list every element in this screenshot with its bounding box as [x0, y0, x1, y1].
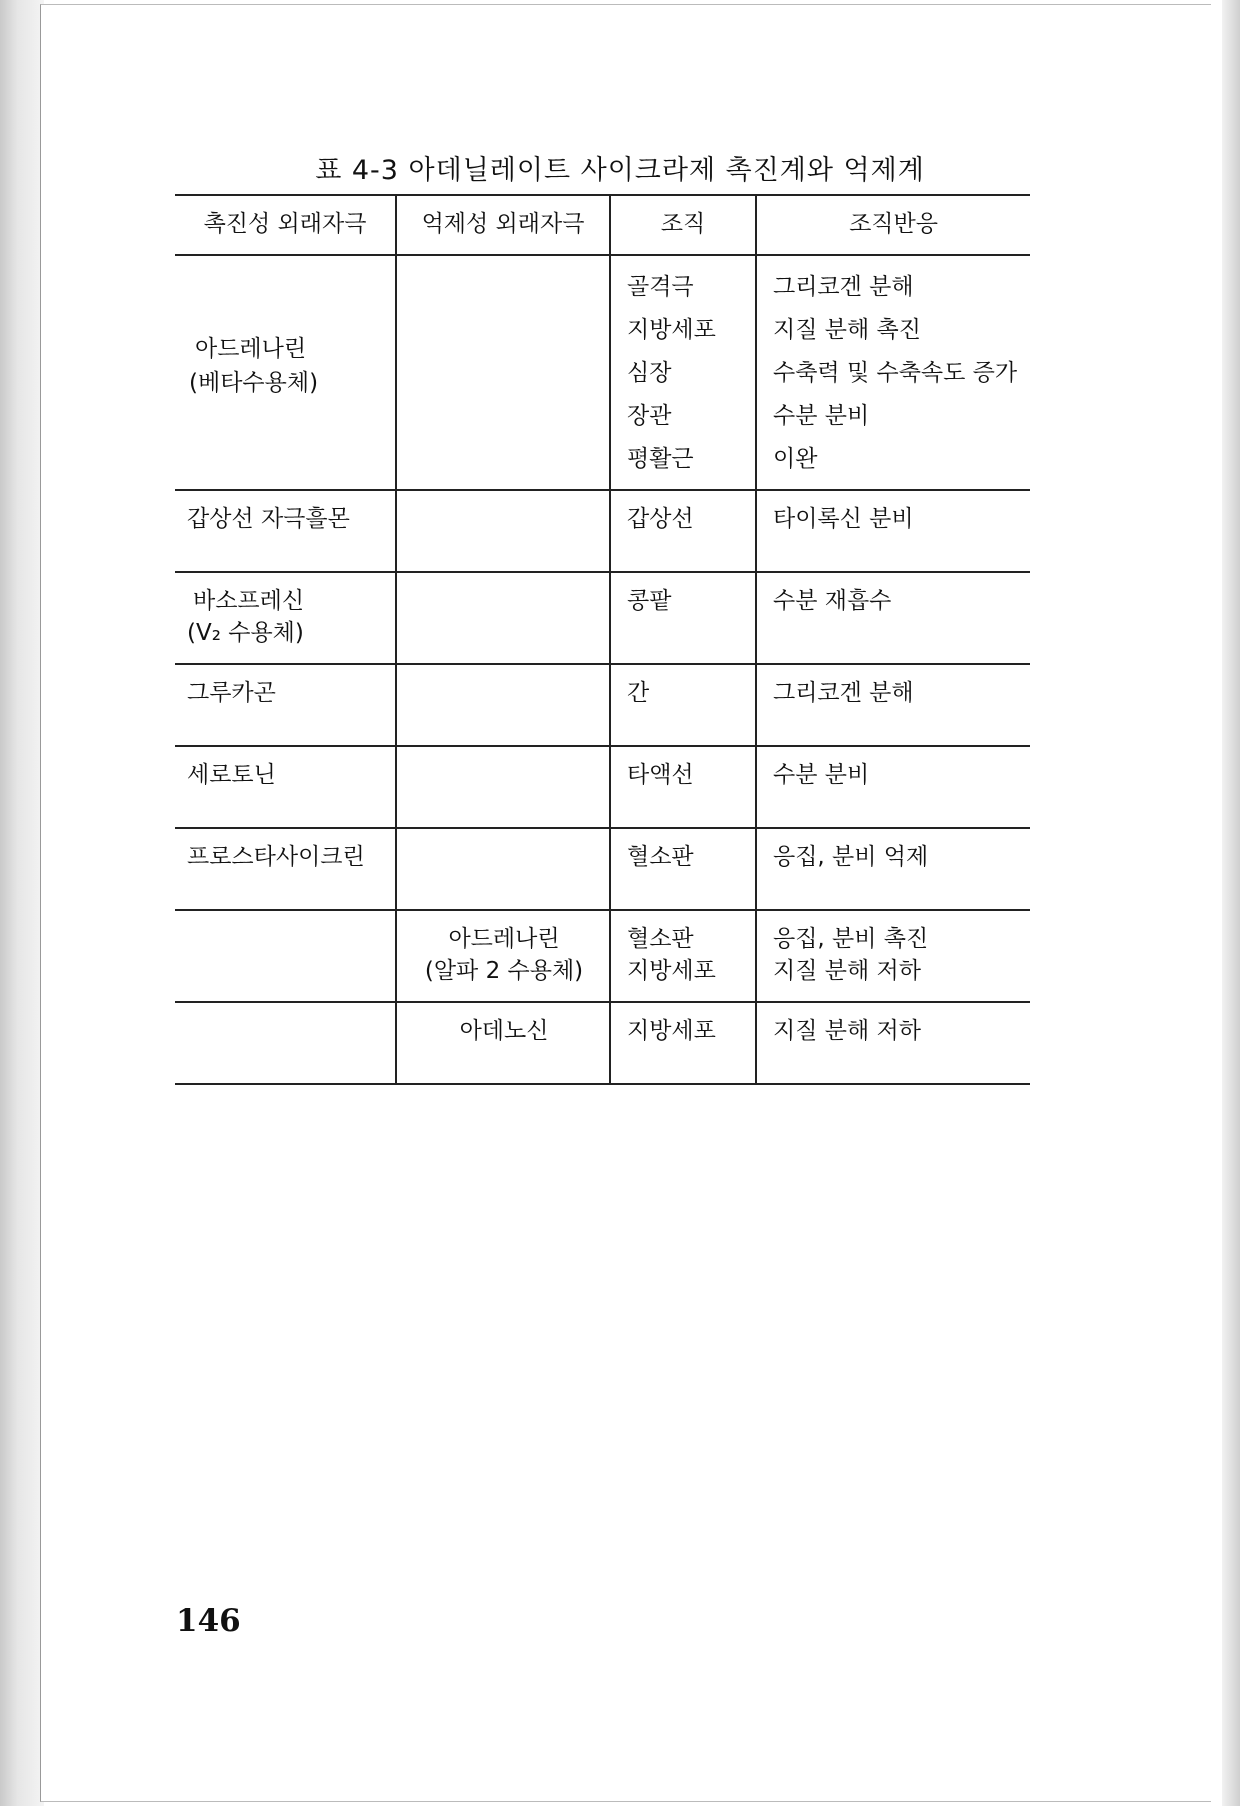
tissue-text: 혈소판 [627, 926, 694, 952]
adenylate-cyclase-table [175, 194, 1030, 1085]
inhibitor-cell [396, 910, 610, 1002]
response-text: 지질 분해 저하 [773, 958, 921, 984]
tissue-text: 타액선 [627, 762, 694, 788]
response-text: 수분 분비 [773, 403, 870, 429]
header-response: 조직반응 [756, 195, 1030, 255]
table-header-row [175, 195, 1030, 255]
table-row [175, 1002, 1030, 1084]
header-tissue: 조직 [610, 195, 756, 255]
tissue-text: 갑상선 [627, 506, 694, 532]
page-number: 146 [176, 1603, 241, 1639]
tissue-text: 골격극 [627, 274, 694, 300]
tissue-cell [610, 255, 756, 490]
response-cell [756, 572, 1030, 664]
tissue-text: 간 [627, 680, 650, 706]
response-cell [756, 746, 1030, 828]
inhibitor-cell [396, 1002, 610, 1084]
promoter-text: 그루카곤 [187, 680, 276, 706]
header-promoter: 촉진성 외래자극 [175, 195, 396, 255]
table-row [175, 746, 1030, 828]
inhibitor-text: 아드레나린 [448, 926, 560, 952]
tissue-text: 심장 [627, 360, 672, 386]
tissue-text: 지방세포 [627, 1018, 716, 1044]
response-text: 수축력 및 수축속도 증가 [773, 360, 1018, 386]
tissue-text: 혈소판 [627, 844, 694, 870]
promoter-cell [175, 572, 396, 664]
table-row [175, 828, 1030, 910]
promoter-cell [175, 910, 396, 1002]
inhibitor-cell [396, 746, 610, 828]
response-text: 수분 재흡수 [773, 588, 892, 614]
tissue-cell [610, 828, 756, 910]
response-cell [756, 910, 1030, 1002]
response-cell [756, 664, 1030, 746]
response-text: 수분 분비 [773, 762, 870, 788]
tissue-cell [610, 490, 756, 572]
table-row [175, 910, 1030, 1002]
response-cell [756, 828, 1030, 910]
tissue-cell [610, 910, 756, 1002]
inhibitor-cell [396, 664, 610, 746]
response-text: 응집, 분비 촉진 [773, 926, 929, 952]
response-cell [756, 255, 1030, 490]
inhibitor-text: (알파 2 수용체) [424, 958, 584, 984]
table-row [175, 255, 1030, 490]
tissue-cell [610, 664, 756, 746]
table-row [175, 490, 1030, 572]
response-text: 응집, 분비 억제 [773, 844, 929, 870]
tissue-text: 지방세포 [627, 317, 716, 343]
table-caption: 표 4-3 아데닐레이트 사이크라제 촉진계와 억제계 [315, 155, 925, 186]
header-inhibitor: 억제성 외래자극 [396, 195, 610, 255]
inhibitor-cell [396, 255, 610, 490]
promoter-text: (V₂ 수용체) [187, 620, 304, 646]
promoter-cell [175, 664, 396, 746]
promoter-cell [175, 828, 396, 910]
tissue-text: 장관 [627, 403, 672, 429]
table-row [175, 572, 1030, 664]
inhibitor-cell [396, 572, 610, 664]
tissue-cell [610, 1002, 756, 1084]
promoter-cell [175, 746, 396, 828]
promoter-text: 바소프레신 [193, 588, 305, 614]
inhibitor-text: 아데노신 [459, 1018, 549, 1044]
inhibitor-cell [396, 828, 610, 910]
response-text: 이완 [773, 446, 818, 472]
inhibitor-cell [396, 490, 610, 572]
response-text: 타이록신 분비 [773, 506, 914, 532]
promoter-cell [175, 255, 396, 490]
response-text: 지질 분해 촉진 [773, 317, 921, 343]
tissue-cell [610, 746, 756, 828]
tissue-text: 콩팥 [627, 588, 672, 614]
response-text: 그리코겐 분해 [773, 680, 914, 706]
response-text: 그리코겐 분해 [773, 274, 914, 300]
promoter-text: 프로스타사이크린 [187, 844, 365, 870]
promoter-text: (베타수용체) [189, 369, 319, 396]
page-right-shadow [1222, 0, 1240, 1806]
response-cell [756, 490, 1030, 572]
promoter-text: 아드레나린 [195, 335, 307, 362]
table-row [175, 664, 1030, 746]
book-spine-edge [0, 0, 44, 1806]
tissue-text: 평활근 [627, 446, 694, 472]
table-container [175, 194, 1030, 1085]
promoter-text: 갑상선 자극흘몬 [187, 506, 350, 532]
response-text: 지질 분해 저하 [773, 1018, 921, 1044]
promoter-text: 세로토닌 [187, 762, 276, 788]
promoter-cell [175, 1002, 396, 1084]
tissue-cell [610, 572, 756, 664]
tissue-text: 지방세포 [627, 958, 716, 984]
response-cell [756, 1002, 1030, 1084]
promoter-cell [175, 490, 396, 572]
